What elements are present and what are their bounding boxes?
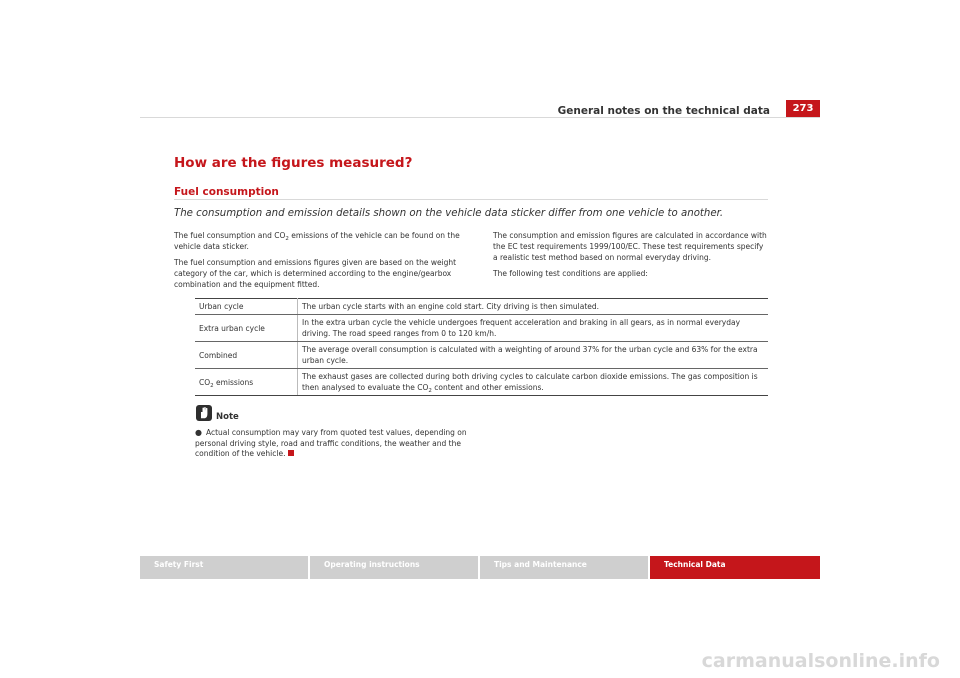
table-row [195,369,768,396]
left-paragraph-2: The fuel consumption and emissions figures given are based on the weight category of the car, which is determined according to the engine/gearbox combination and the equipment fitted. [174,258,457,289]
row-name: $CO_2$ emissions [195,369,298,396]
footer-tab-operating-instructions[interactable]: Operating instructions [310,556,478,579]
table-row [195,299,768,315]
note-hand-icon [196,405,212,421]
row-description: The average overall consumption is calculated with a weighting of around 37% for the urban cycle and 63% for the extra urban cycle. [298,342,769,369]
row-description: The urban cycle starts with an engine cold start. City driving is then simulated. [298,299,769,315]
left-column [174,230,468,295]
row-description: The exhaust gases are collected during both driving cycles to calculate carbon dioxide emissions. The gas composition is then analysed to evaluate the $CO_2$ content and other emissions. [298,369,769,396]
section-title: How are the figures measured? [174,155,413,171]
section-subtitle: Fuel consumption [174,186,279,198]
footer-tab-safety-first[interactable]: Safety First [140,556,308,579]
footer-tab-technical-data[interactable]: Technical Data [650,556,820,579]
right-column [493,230,769,284]
table-row [195,342,768,369]
subtitle-divider [174,199,768,200]
note-title: Note [216,412,239,422]
bullet-icon: ● [195,428,202,437]
row-name: Combined [195,342,298,369]
end-of-section-icon [288,450,294,456]
note-text: ● Actual consumption may vary from quoted test values, depending on personal driving style, road and traffic conditions, the weather and the condition of the vehicle. [195,428,467,458]
page-header-title: General notes on the technical data [557,105,770,117]
row-name: Urban cycle [195,299,298,315]
lead-paragraph: The consumption and emission details shown on the vehicle data sticker differ from one vehicle to another. [174,208,724,219]
table-row [195,315,768,342]
header-divider [140,117,820,118]
row-name: Extra urban cycle [195,315,298,342]
test-conditions-table [195,298,768,396]
page-number: 273 [786,100,820,117]
watermark: carmanualsonline.info [701,650,940,672]
left-paragraph-1: The fuel consumption and $CO_2$ emissions of the vehicle can be found on the vehicle data sticker. [174,231,460,251]
right-paragraph-1: The consumption and emission figures are calculated in accordance with the EC test requirements 1999/100/EC. These test requirements specify a realistic test method based on normal everyday driving. [493,231,767,262]
right-paragraph-2: The following test conditions are applied: [493,269,648,278]
footer-tab-tips-and-maintenance[interactable]: Tips and Maintenance [480,556,648,579]
row-description: In the extra urban cycle the vehicle undergoes frequent acceleration and braking in all gears, as in normal everyday driving. The road speed ranges from 0 to 120 km/h. [298,315,769,342]
